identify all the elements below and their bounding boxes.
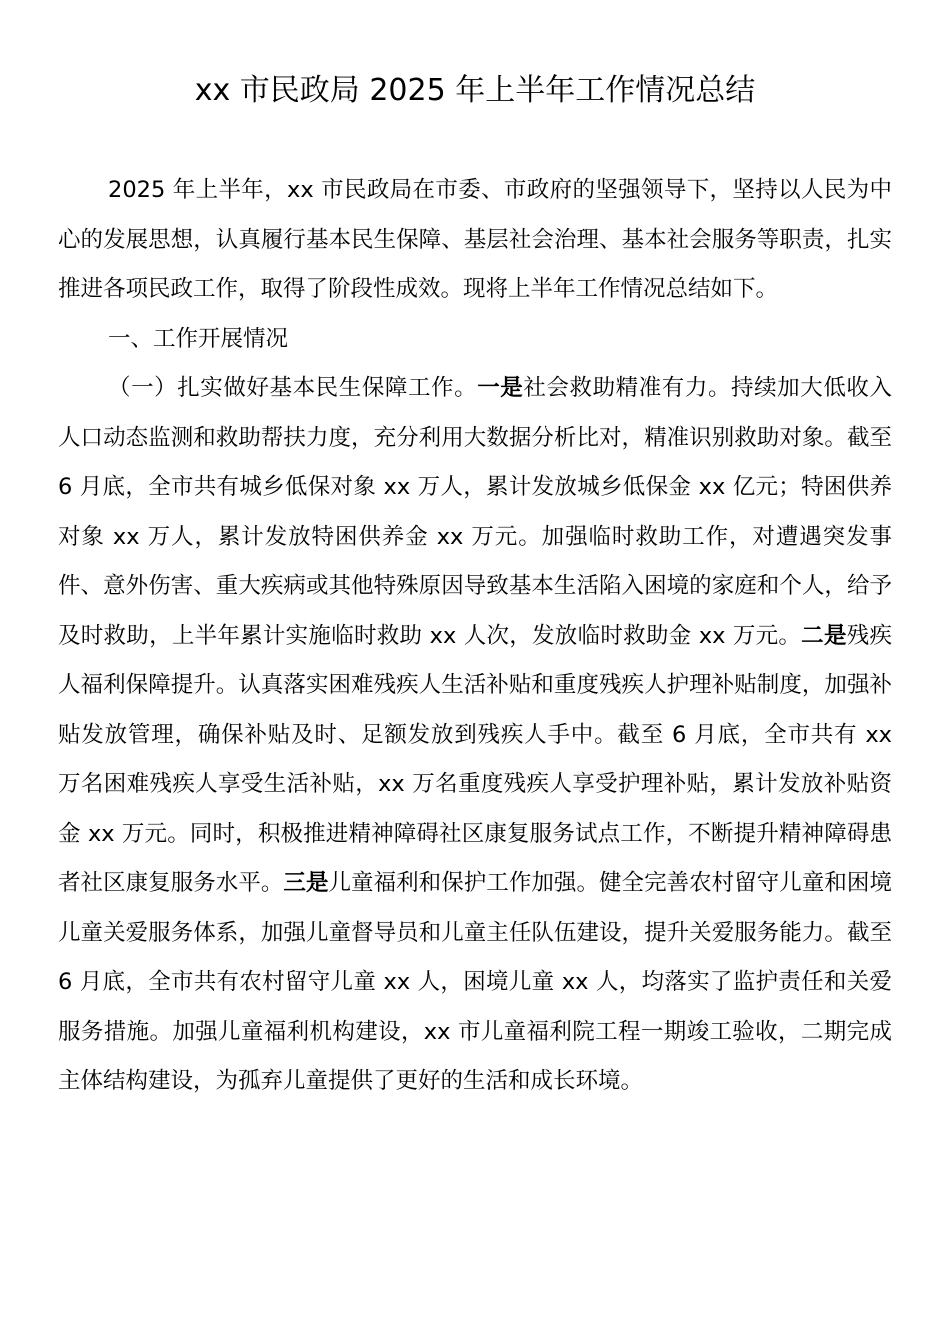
document-title: xx 市民政局 2025 年上半年工作情况总结 bbox=[194, 73, 756, 108]
subsection-heading: （一）扎实做好基本民生保障工作。 bbox=[108, 375, 478, 401]
intro-paragraph: 2025 年上半年，xx 市民政局在市委、市政府的坚强领导下，坚持以人民为中心的发展思想，认真履行基本民生保障、基层社会治理、基本社会服务等职责，扎实推进各项民政工作，取得了阶段性成效。现将上半年工作情况总结如下。 bbox=[58, 177, 892, 302]
point-label: 二是 bbox=[801, 622, 847, 649]
section-heading: 一、工作开展情况 bbox=[108, 325, 289, 352]
point-label: 一是 bbox=[477, 375, 524, 401]
point-label: 三是 bbox=[283, 870, 329, 896]
subsection-paragraph bbox=[58, 364, 892, 1107]
point-text: 社会救助精准有力。持续加大低收入人口动态监测和救助帮扶力度，充分利用大数据分析比对，精准识别救助对象。截至 6 月底，全市共有城乡低保对象 xx 万人，累计发放城乡低保金 xx 亿元；特困供养对象 xx 万人，累计发放特困供养金 xx 万元。加强临时救助工作，对遭遇突发事件、意外伤害、重大疾病或其他特殊原因导致基本生活陷入困境的家庭和个人，给予及时救助，上半年累计实施临时救助 xx 人次，发放临时救助金 xx 万元。 bbox=[58, 375, 892, 649]
point-text: 残疾人福利保障提升。认真落实困难残疾人生活补贴和重度残疾人护理补贴制度，加强补贴发放管理，确保补贴及时、足额发放到残疾人手中。截至 6 月底，全市共有 xx 万名困难残疾人享受生活补贴，xx 万名重度残疾人享受护理补贴，累计发放补贴资金 xx 万元。同时，积极推进精神障碍社区康复服务试点工作，不断提升精神障碍患者社区康复服务水平。 bbox=[58, 622, 892, 896]
point-text: 儿童福利和保护工作加强。健全完善农村留守儿童和困境儿童关爱服务体系，加强儿童督导员和儿童主任队伍建设，提升关爱服务能力。截至 6 月底，全市共有农村留守儿童 xx 人，困境儿童 xx 人，均落实了监护责任和关爱服务措施。加强儿童福利机构建设，xx 市儿童福利院工程一期竣工验收，二期完成主体结构建设，为孤弃儿童提供了更好的生活和成长环境。 bbox=[58, 870, 892, 1094]
document-body bbox=[58, 166, 892, 1107]
